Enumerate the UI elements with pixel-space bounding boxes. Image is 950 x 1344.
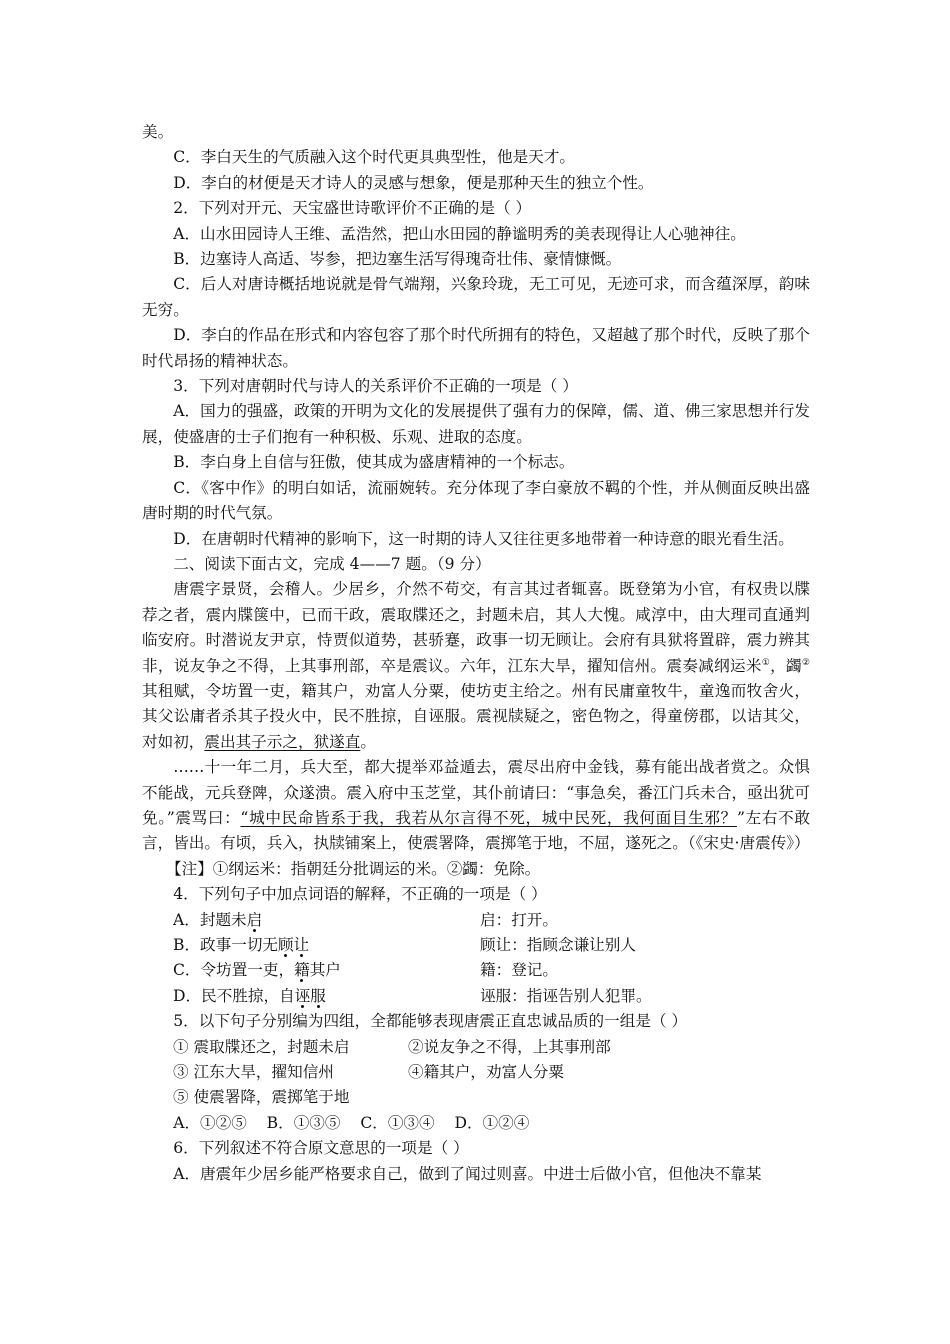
option-a: A．封题未启 [173, 910, 263, 929]
option-b: B．政事一切无顾让 [173, 936, 310, 954]
choice-row [142, 1035, 810, 1060]
footnote: 【注】①纲运米：指朝廷分批调运的米。②蠲：免除。 [166, 859, 541, 878]
passage-text: 其租赋，令坊置一吏，籍其户，劝富人分粟，使坊吏主给之。州有民庸童牧牛，童逸而牧舍火，其父讼庸者杀其子投火中，民不胜掠，自诬服。震视牍疑之，密色物之，得童傍郡，以诘其父，对如初， [142, 681, 810, 751]
underlined-sentence: “城中民命皆系于我，我若从尔言得不死，城中民死，我何面目生邪？ [240, 808, 737, 827]
option-explanation: 顾让：指顾念谦让别人 [480, 936, 636, 954]
passage-paragraph-1 [142, 577, 810, 755]
question-3: 3．下列对唐朝时代与诗人的关系评价不正确的一项是（ ） [173, 377, 578, 396]
dotted-word: 启 [246, 910, 263, 929]
choice-item: ③ 江东大旱，擢知信州 [173, 1063, 334, 1082]
option-b: B．李白身上自信与狂傲，使其成为盛唐精神的一个标志。 [173, 453, 575, 472]
option-row [142, 908, 810, 933]
option-c: C．令坊置一吏，籍其户 [173, 961, 341, 980]
text-line: 美。 [142, 123, 174, 141]
dotted-word: 籍 [294, 961, 310, 980]
choice-item: ④籍其户，劝富人分粟 [408, 1063, 564, 1082]
option-c: C．后人对唐诗概括地说就是骨气端翔，兴象玲珑，无工可见，无迹可求，而含蕴深厚，韵味无穷。 [142, 275, 810, 319]
option-row [142, 958, 810, 983]
option-b: B．边塞诗人高适、岑参，把边塞生活写得瑰奇壮伟、豪情慷慨。 [173, 250, 622, 269]
underlined-sentence: 震出其子示之，狱遂直 [204, 732, 361, 751]
section-heading: 二、阅读下面古文，完成 4——7 题。（9 分） [173, 554, 491, 573]
question-2: 2．下列对开元、天宝盛世诗歌评价不正确的是（ ） [173, 199, 532, 218]
choice-item: ⑤ 使震署降，震掷笔于地 [173, 1088, 350, 1107]
answer-options: A．①②⑤ B．①③⑤ C．①③④ D．①②④ [173, 1113, 530, 1132]
passage-paragraph-2 [142, 755, 810, 857]
question-4: 4．下列句子中加点词语的解释，不正确的一项是（ ） [173, 885, 547, 904]
dotted-word: 服 [310, 986, 326, 1005]
passage-text: ”左右不敢言，皆出。有顷，兵入，执牍铺案上，使震署降，震掷笔于地，不屈，遂死之。（《宋史·唐震传》） [142, 808, 810, 853]
choice-item: ① 震取牒还之，封题未启 [173, 1037, 350, 1056]
passage-text: ，蠲 [770, 656, 802, 675]
option-d: D．民不胜掠，自诬服 [173, 986, 326, 1005]
option-c: C．李白天生的气质融入这个时代更具典型性，他是天才。 [173, 148, 575, 167]
question-6: 6．下列叙述不符合原文意思的一项是（ ） [173, 1139, 469, 1158]
option-c: C．《客中作》的明白如话，流丽婉转。充分体现了李白豪放不羁的个性，并从侧面反映出盛唐时期的时代气氛。 [142, 478, 810, 523]
choice-row [142, 1060, 810, 1085]
footnote-mark: ① [761, 657, 771, 668]
passage-text: 唐震字景贤，会稽人。少居乡，介然不苟交，有言其过者辄喜。既登第为小官，有权贵以牒荐之者，震内牒箧中，已而干政，震取牒还之，封题未启，其人大愧。咸淳中，由大理司直通判临安府。时潜说友尹京，恃贾似道势，甚骄蹇，政事一切无顾让。会府有具狱将置辟，震力辨其非，说友争之不得，上其事刑部，卒是震议。六年，江东大旱，擢知信州。震奏减纲运米 [142, 580, 810, 675]
question-5: 5．以下句子分别编为四组，全都能够表现唐震正直忠诚品质的一组是（ ） [173, 1012, 688, 1031]
passage-text: ……十一年二月，兵大至，都大提举邓益遁去，震尽出府中金钱，募有能出战者赏之。众惧不能战，元兵登陴，众遂溃。震入府中玉芝堂，其仆前请曰：“事急矣，番江门兵未合，亟出犹可免。”震骂曰： [142, 758, 810, 827]
dotted-word: 顾 [278, 936, 294, 954]
choice-row [142, 1085, 810, 1110]
document-page [142, 120, 810, 1187]
option-explanation: 启：打开。 [480, 910, 558, 929]
option-a: A．山水田园诗人王维、孟浩然，把山水田园的静谧明秀的美表现得让人心驰神往。 [173, 224, 746, 243]
option-row [142, 933, 810, 958]
option-explanation: 籍：登记。 [480, 961, 558, 980]
option-a: A．唐震年少居乡能严格要求自己，做到了闻过则喜。中进士后做小官，但他决不靠某 [173, 1164, 762, 1183]
option-d: D．李白的作品在形式和内容包容了那个时代所拥有的特色，又超越了那个时代，反映了那个时代昂扬的精神状态。 [142, 326, 810, 370]
passage-text: 。 [360, 732, 376, 751]
dotted-word: 让 [293, 936, 310, 954]
option-explanation: 诬服：指诬告别人犯罪。 [480, 986, 652, 1005]
dotted-word: 诬 [294, 986, 311, 1005]
option-d: D．李白的材便是天才诗人的灵感与想象，便是那种天生的独立个性。 [173, 173, 654, 192]
option-row [142, 984, 810, 1009]
footnote-mark: ② [801, 657, 810, 668]
option-a: A．国力的强盛，政策的开明为文化的发展提供了强有力的保障，儒、道、佛三家思想并行发展，使盛唐的士子们抱有一种积极、乐观、进取的态度。 [142, 402, 810, 446]
choice-item: ②说友争之不得，上其事刑部 [408, 1037, 611, 1056]
option-d: D．在唐朝时代精神的影响下，这一时期的诗人又往往更多地带着一种诗意的眼光看生活。 [173, 529, 794, 548]
